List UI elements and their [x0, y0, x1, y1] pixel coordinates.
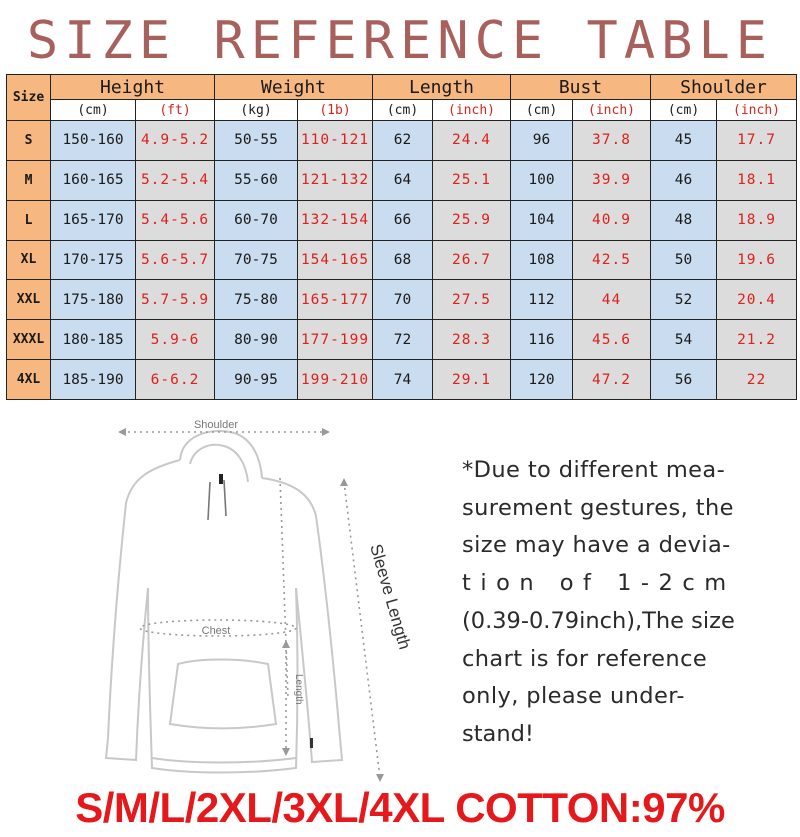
- size-label: XXL: [7, 280, 51, 320]
- note-line: surement gestures, the: [462, 494, 734, 521]
- imperial-value-cell: 24.4: [433, 121, 511, 161]
- imperial-value-cell: 26.7: [433, 240, 511, 280]
- size-table-body: [7, 121, 797, 400]
- metric-value-cell: 80-90: [215, 320, 298, 360]
- imperial-value-cell: 132-154: [298, 200, 373, 240]
- metric-value-cell: 48: [651, 200, 717, 240]
- imperial-value-cell: 25.9: [433, 200, 511, 240]
- weight-header: Weight: [215, 75, 373, 100]
- size-table: [6, 74, 797, 400]
- sleeve-length-label: Sleeve Length: [366, 541, 415, 652]
- metric-value-cell: 180-185: [51, 320, 136, 360]
- metric-value-cell: 54: [651, 320, 717, 360]
- metric-value-cell: 50: [651, 240, 717, 280]
- size-label: XXXL: [7, 320, 51, 360]
- unit-cell: (ft): [136, 100, 215, 121]
- imperial-value-cell: 110-121: [298, 121, 373, 161]
- size-label: XL: [7, 240, 51, 280]
- metric-value-cell: 170-175: [51, 240, 136, 280]
- imperial-value-cell: 39.9: [573, 160, 651, 200]
- metric-value-cell: 108: [511, 240, 573, 280]
- unit-cell: (cm): [51, 100, 136, 121]
- metric-value-cell: 116: [511, 320, 573, 360]
- size-label: 4XL: [7, 360, 51, 400]
- unit-cell: (kg): [215, 100, 298, 121]
- imperial-value-cell: 19.6: [717, 240, 797, 280]
- note-line: chart is for reference: [462, 645, 708, 672]
- imperial-value-cell: 22: [717, 360, 797, 400]
- metric-value-cell: 185-190: [51, 360, 136, 400]
- imperial-value-cell: 5.9-6: [136, 320, 215, 360]
- metric-value-cell: 66: [373, 200, 433, 240]
- unit-cell: (1b): [298, 100, 373, 121]
- unit-cell: (inch): [573, 100, 651, 121]
- note-line: *Due to different mea-: [462, 457, 726, 483]
- length-label: Length: [293, 674, 304, 705]
- metric-value-cell: 64: [373, 160, 433, 200]
- imperial-value-cell: 44: [573, 280, 651, 320]
- metric-value-cell: 68: [373, 240, 433, 280]
- metric-value-cell: 52: [651, 280, 717, 320]
- metric-value-cell: 90-95: [215, 360, 298, 400]
- imperial-value-cell: 121-132: [298, 160, 373, 200]
- note-line: size may have a devia-: [462, 532, 731, 559]
- imperial-value-cell: 6-6.2: [136, 360, 215, 400]
- imperial-value-cell: 18.9: [717, 200, 797, 240]
- imperial-value-cell: 25.1: [433, 160, 511, 200]
- metric-value-cell: 70: [373, 280, 433, 320]
- bust-header: Bust: [511, 75, 651, 100]
- chest-label: Chest: [201, 625, 231, 637]
- metric-value-cell: 96: [511, 121, 573, 161]
- metric-value-cell: 50-55: [215, 121, 298, 161]
- metric-value-cell: 150-160: [51, 121, 136, 161]
- table-row: [7, 280, 797, 320]
- unit-cell: (cm): [511, 100, 573, 121]
- length-header: Length: [373, 75, 511, 100]
- imperial-value-cell: 154-165: [298, 240, 373, 280]
- imperial-value-cell: 20.4: [717, 280, 797, 320]
- unit-cell: (inch): [717, 100, 797, 121]
- note-line: only, please under-: [462, 683, 685, 710]
- note-line: (0.39-0.79inch),The size: [462, 607, 735, 634]
- size-column-header: Size: [7, 75, 51, 121]
- unit-cell: (cm): [373, 100, 433, 121]
- table-row: [7, 360, 797, 400]
- metric-value-cell: 104: [511, 200, 573, 240]
- imperial-value-cell: 5.4-5.6: [136, 200, 215, 240]
- shoulder-label: Shoulder: [193, 419, 239, 431]
- metric-value-cell: 75-80: [215, 280, 298, 320]
- metric-value-cell: 56: [651, 360, 717, 400]
- imperial-value-cell: 5.6-5.7: [136, 240, 215, 280]
- imperial-value-cell: 37.8: [573, 121, 651, 161]
- imperial-value-cell: 27.5: [433, 280, 511, 320]
- table-row: [7, 320, 797, 360]
- metric-value-cell: 160-165: [51, 160, 136, 200]
- imperial-value-cell: 199-210: [298, 360, 373, 400]
- size-label: M: [7, 160, 51, 200]
- page-title: SIZE REFERENCE TABLE: [26, 11, 774, 71]
- hoodie-diagram: [90, 408, 440, 788]
- imperial-value-cell: 28.3: [433, 320, 511, 360]
- metric-value-cell: 60-70: [215, 200, 298, 240]
- size-label: S: [7, 121, 51, 161]
- imperial-value-cell: 18.1: [717, 160, 797, 200]
- table-row: [7, 160, 797, 200]
- table-row: [7, 240, 797, 280]
- imperial-value-cell: 45.6: [573, 320, 651, 360]
- metric-value-cell: 55-60: [215, 160, 298, 200]
- imperial-value-cell: 5.7-5.9: [136, 280, 215, 320]
- units-row: [7, 100, 797, 121]
- size-label: L: [7, 200, 51, 240]
- imperial-value-cell: 177-199: [298, 320, 373, 360]
- imperial-value-cell: 4.9-5.2: [136, 121, 215, 161]
- shoulder-header: Shoulder: [651, 75, 797, 100]
- metric-value-cell: 120: [511, 360, 573, 400]
- metric-value-cell: 175-180: [51, 280, 136, 320]
- note-line: tion of 1-2cm: [462, 570, 736, 597]
- header-row: [7, 75, 797, 100]
- metric-value-cell: 70-75: [215, 240, 298, 280]
- size-note: [462, 452, 762, 754]
- metric-value-cell: 74: [373, 360, 433, 400]
- unit-cell: (cm): [651, 100, 717, 121]
- imperial-value-cell: 42.5: [573, 240, 651, 280]
- note-line: stand!: [462, 720, 534, 747]
- table-row: [7, 121, 797, 161]
- imperial-value-cell: 40.9: [573, 200, 651, 240]
- unit-cell: (inch): [433, 100, 511, 121]
- metric-value-cell: 72: [373, 320, 433, 360]
- imperial-value-cell: 21.2: [717, 320, 797, 360]
- metric-value-cell: 45: [651, 121, 717, 161]
- imperial-value-cell: 5.2-5.4: [136, 160, 215, 200]
- metric-value-cell: 100: [511, 160, 573, 200]
- metric-value-cell: 46: [651, 160, 717, 200]
- imperial-value-cell: 47.2: [573, 360, 651, 400]
- imperial-value-cell: 165-177: [298, 280, 373, 320]
- imperial-value-cell: 29.1: [433, 360, 511, 400]
- metric-value-cell: 62: [373, 121, 433, 161]
- imperial-value-cell: 17.7: [717, 121, 797, 161]
- table-row: [7, 200, 797, 240]
- height-header: Height: [51, 75, 215, 100]
- footer-banner: S/M/L/2XL/3XL/4XL COTTON:97%: [75, 784, 725, 831]
- metric-value-cell: 165-170: [51, 200, 136, 240]
- metric-value-cell: 112: [511, 280, 573, 320]
